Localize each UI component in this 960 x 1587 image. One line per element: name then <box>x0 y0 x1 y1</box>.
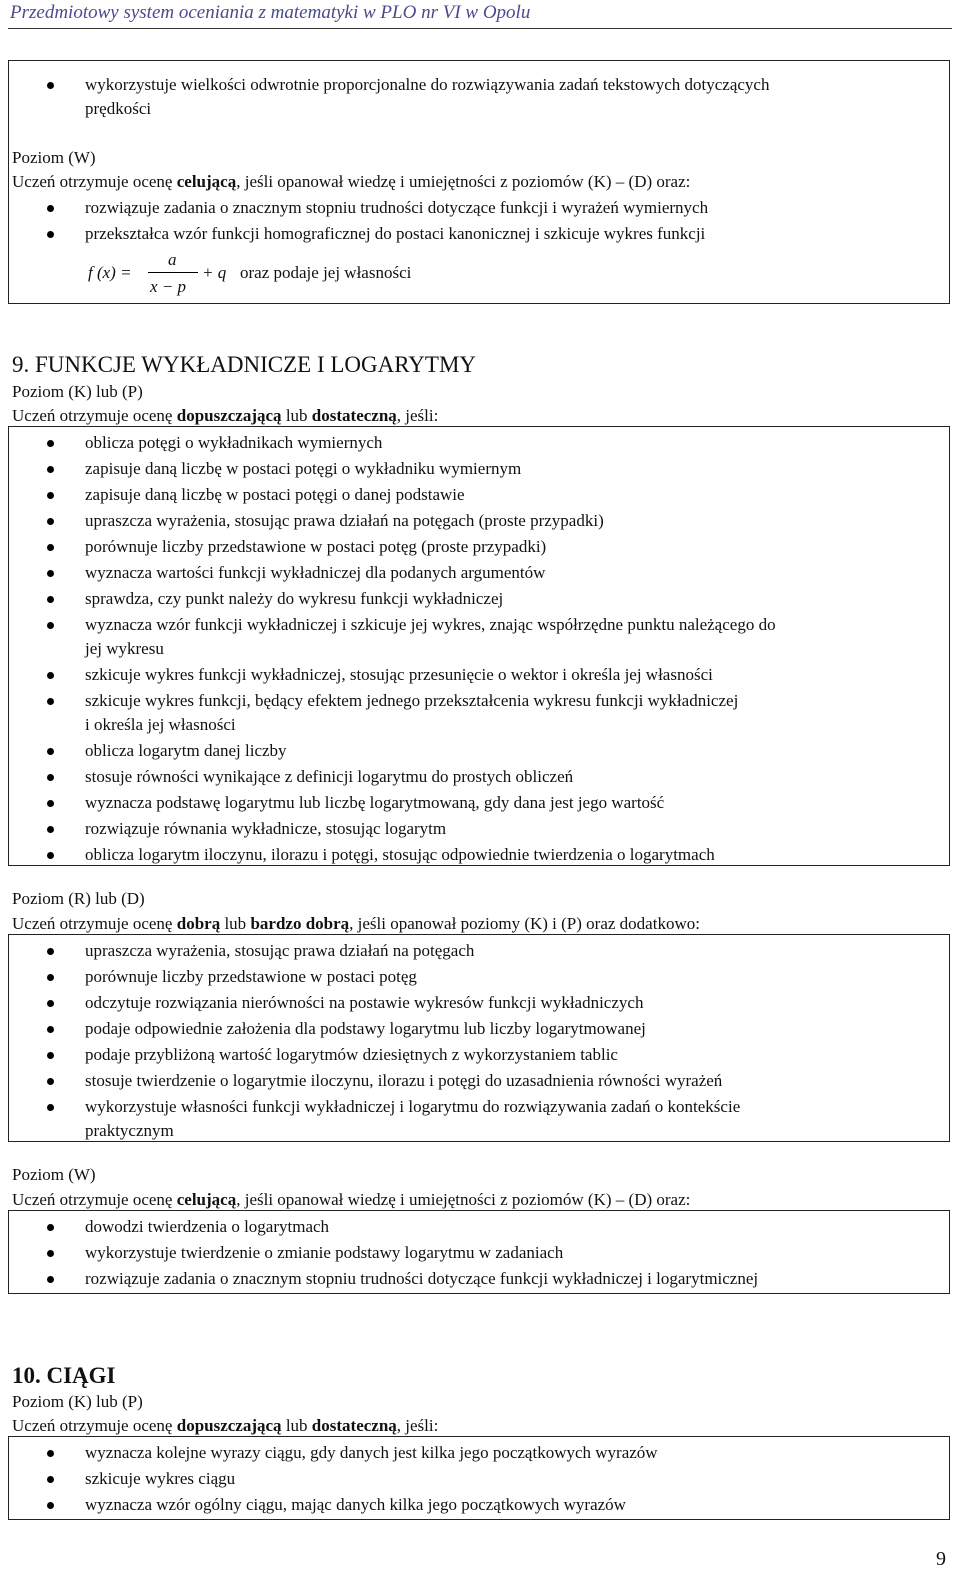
bullet-icon <box>47 1104 54 1111</box>
bullet-icon <box>47 974 54 981</box>
bullet-icon <box>47 1026 54 1033</box>
level-label: Poziom (K) lub (P) <box>12 1392 143 1411</box>
bullet-icon <box>47 231 54 238</box>
level-label: Poziom (R) lub (D) <box>12 889 145 908</box>
level-intro: Uczeń otrzymuje ocenę celującą, jeśli opanował wiedzę i umiejętności z poziomów (K) – (D) oraz: <box>12 1190 691 1209</box>
list-item: szkicuje wykres funkcji, będący efektem jednego przekształcenia wykresu funkcji wykładniczej <box>85 691 739 710</box>
list-item-continuation: jej wykresu <box>85 639 164 658</box>
level-label: Poziom (W) <box>12 148 96 167</box>
bullet-icon <box>47 1476 54 1483</box>
formula-numerator: a <box>168 250 177 269</box>
list-item: wykorzystuje twierdzenie o zmianie podstawy logarytmu w zadaniach <box>85 1243 564 1262</box>
list-item: wyznacza wzór ogólny ciągu, mając danych kilka jego początkowych wyrazów <box>85 1495 626 1514</box>
level-intro: Uczeń otrzymuje ocenę celującą, jeśli opanował wiedzę i umiejętności z poziomów (K) – (D) oraz: <box>12 172 691 191</box>
bullet-icon <box>47 826 54 833</box>
list-item: wykorzystuje własności funkcji wykładniczej i logarytmu do rozwiązywania zadań o kontekście <box>85 1097 741 1116</box>
bullet-icon <box>47 622 54 629</box>
list-item: stosuje twierdzenie o logarytmie iloczynu, ilorazu i potęgi do uzasadnienia równości wyrażeń <box>85 1071 723 1090</box>
list-item: stosuje równości wynikające z definicji logarytmu do prostych obliczeń <box>85 767 574 786</box>
bullet-icon <box>47 1078 54 1085</box>
bullet-icon <box>47 698 54 705</box>
list-item: wykorzystuje wielkości odwrotnie proporcjonalne do rozwiązywania zadań tekstowych dotyczących <box>85 75 770 94</box>
bullet-icon <box>47 205 54 212</box>
level-label: Poziom (W) <box>12 1165 96 1184</box>
bullet-icon <box>47 1502 54 1509</box>
bullet-icon <box>47 440 54 447</box>
list-item: wyznacza wzór funkcji wykładniczej i szkicuje jej wykres, znając współrzędne punktu należącego do <box>85 615 776 634</box>
formula-denominator: x − p <box>150 277 187 296</box>
list-item: rozwiązuje zadania o znacznym stopniu trudności dotyczące funkcji wykładniczej i logarytmicznej <box>85 1269 759 1288</box>
list-item: rozwiązuje zadania o znacznym stopniu trudności dotyczące funkcji i wyrażeń wymiernych <box>85 198 709 217</box>
list-item: upraszcza wyrażenia, stosując prawa działań na potęgach <box>85 941 475 960</box>
list-item: wyznacza kolejne wyrazy ciągu, gdy danych jest kilka jego początkowych wyrazów <box>85 1443 658 1462</box>
bullet-icon <box>47 852 54 859</box>
bullet-icon <box>47 1224 54 1231</box>
list-item: oblicza logarytm iloczynu, ilorazu i potęgi, stosując odpowiednie twierdzenia o logarytmach <box>85 845 715 864</box>
bullet-icon <box>47 1052 54 1059</box>
list-item: odczytuje rozwiązania nierówności na postawie wykresów funkcji wykładniczych <box>85 993 644 1012</box>
list-item: oblicza logarytm danej liczby <box>85 741 287 760</box>
fraction-line <box>148 272 198 273</box>
bullet-icon <box>47 596 54 603</box>
section-title: 10. CIĄGI <box>12 1363 116 1388</box>
bullet-icon <box>47 82 54 89</box>
list-item: oblicza potęgi o wykładnikach wymiernych <box>85 433 383 452</box>
list-item: porównuje liczby przedstawione w postaci potęg <box>85 967 417 986</box>
level-intro: Uczeń otrzymuje ocenę dopuszczającą lub dostateczną, jeśli: <box>12 1416 439 1435</box>
bullet-icon <box>47 1250 54 1257</box>
list-item-continuation: i określa jej własności <box>85 715 236 734</box>
bullet-icon <box>47 492 54 499</box>
bullet-icon <box>47 570 54 577</box>
page-header <box>8 0 952 29</box>
bullet-icon <box>47 466 54 473</box>
list-item-continuation: praktycznym <box>85 1121 174 1140</box>
list-item: przekształca wzór funkcji homograficznej do postaci kanonicznej i szkicuje wykres funkcji <box>85 224 706 243</box>
list-item: porównuje liczby przedstawione w postaci potęg (proste przypadki) <box>85 537 547 556</box>
bullet-icon <box>47 1000 54 1007</box>
list-item: podaje odpowiednie założenia dla podstawy logarytmu lub liczby logarytmowanej <box>85 1019 646 1038</box>
list-item: wyznacza wartości funkcji wykładniczej dla podanych argumentów <box>85 563 546 582</box>
list-item: wyznacza podstawę logarytmu lub liczbę logarytmowaną, gdy dana jest jego wartość <box>85 793 665 812</box>
bullet-icon <box>47 800 54 807</box>
list-item: zapisuje daną liczbę w postaci potęgi o wykładniku wymiernym <box>85 459 522 478</box>
list-item: szkicuje wykres ciągu <box>85 1469 236 1488</box>
bullet-icon <box>47 544 54 551</box>
formula-lhs: f (x) = <box>88 263 132 282</box>
level-intro: Uczeń otrzymuje ocenę dobrą lub bardzo dobrą, jeśli opanował poziomy (K) i (P) oraz dodatkowo: <box>12 914 700 933</box>
list-item: zapisuje daną liczbę w postaci potęgi o danej podstawie <box>85 485 465 504</box>
list-item: dowodzi twierdzenia o logarytmach <box>85 1217 330 1236</box>
header-title: Przedmiotowy system oceniania z matematyki w PLO nr VI w Opolu <box>10 2 531 23</box>
list-item: upraszcza wyrażenia, stosując prawa działań na potęgach (proste przypadki) <box>85 511 604 530</box>
list-item: sprawdza, czy punkt należy do wykresu funkcji wykładniczej <box>85 589 504 608</box>
bullet-icon <box>47 1450 54 1457</box>
section-title: 9. FUNKCJE WYKŁADNICZE I LOGARYTMY <box>12 352 477 377</box>
list-item: rozwiązuje równania wykładnicze, stosując logarytm <box>85 819 447 838</box>
bullet-icon <box>47 518 54 525</box>
formula-tail: oraz podaje jej własności <box>240 263 412 282</box>
list-item: szkicuje wykres funkcji wykładniczej, stosując przesunięcie o wektor i określa jej własności <box>85 665 713 684</box>
bullet-icon <box>47 774 54 781</box>
formula-rhs: + q <box>202 263 227 282</box>
level-intro: Uczeń otrzymuje ocenę dopuszczającą lub dostateczną, jeśli: <box>12 406 439 425</box>
page-number: 9 <box>936 1548 946 1570</box>
list-item: podaje przybliżoną wartość logarytmów dziesiętnych z wykorzystaniem tablic <box>85 1045 618 1064</box>
bullet-icon <box>47 748 54 755</box>
list-item-continuation: prędkości <box>85 99 152 118</box>
bullet-icon <box>47 948 54 955</box>
level-label: Poziom (K) lub (P) <box>12 382 143 401</box>
bullet-icon <box>47 672 54 679</box>
bullet-icon <box>47 1276 54 1283</box>
